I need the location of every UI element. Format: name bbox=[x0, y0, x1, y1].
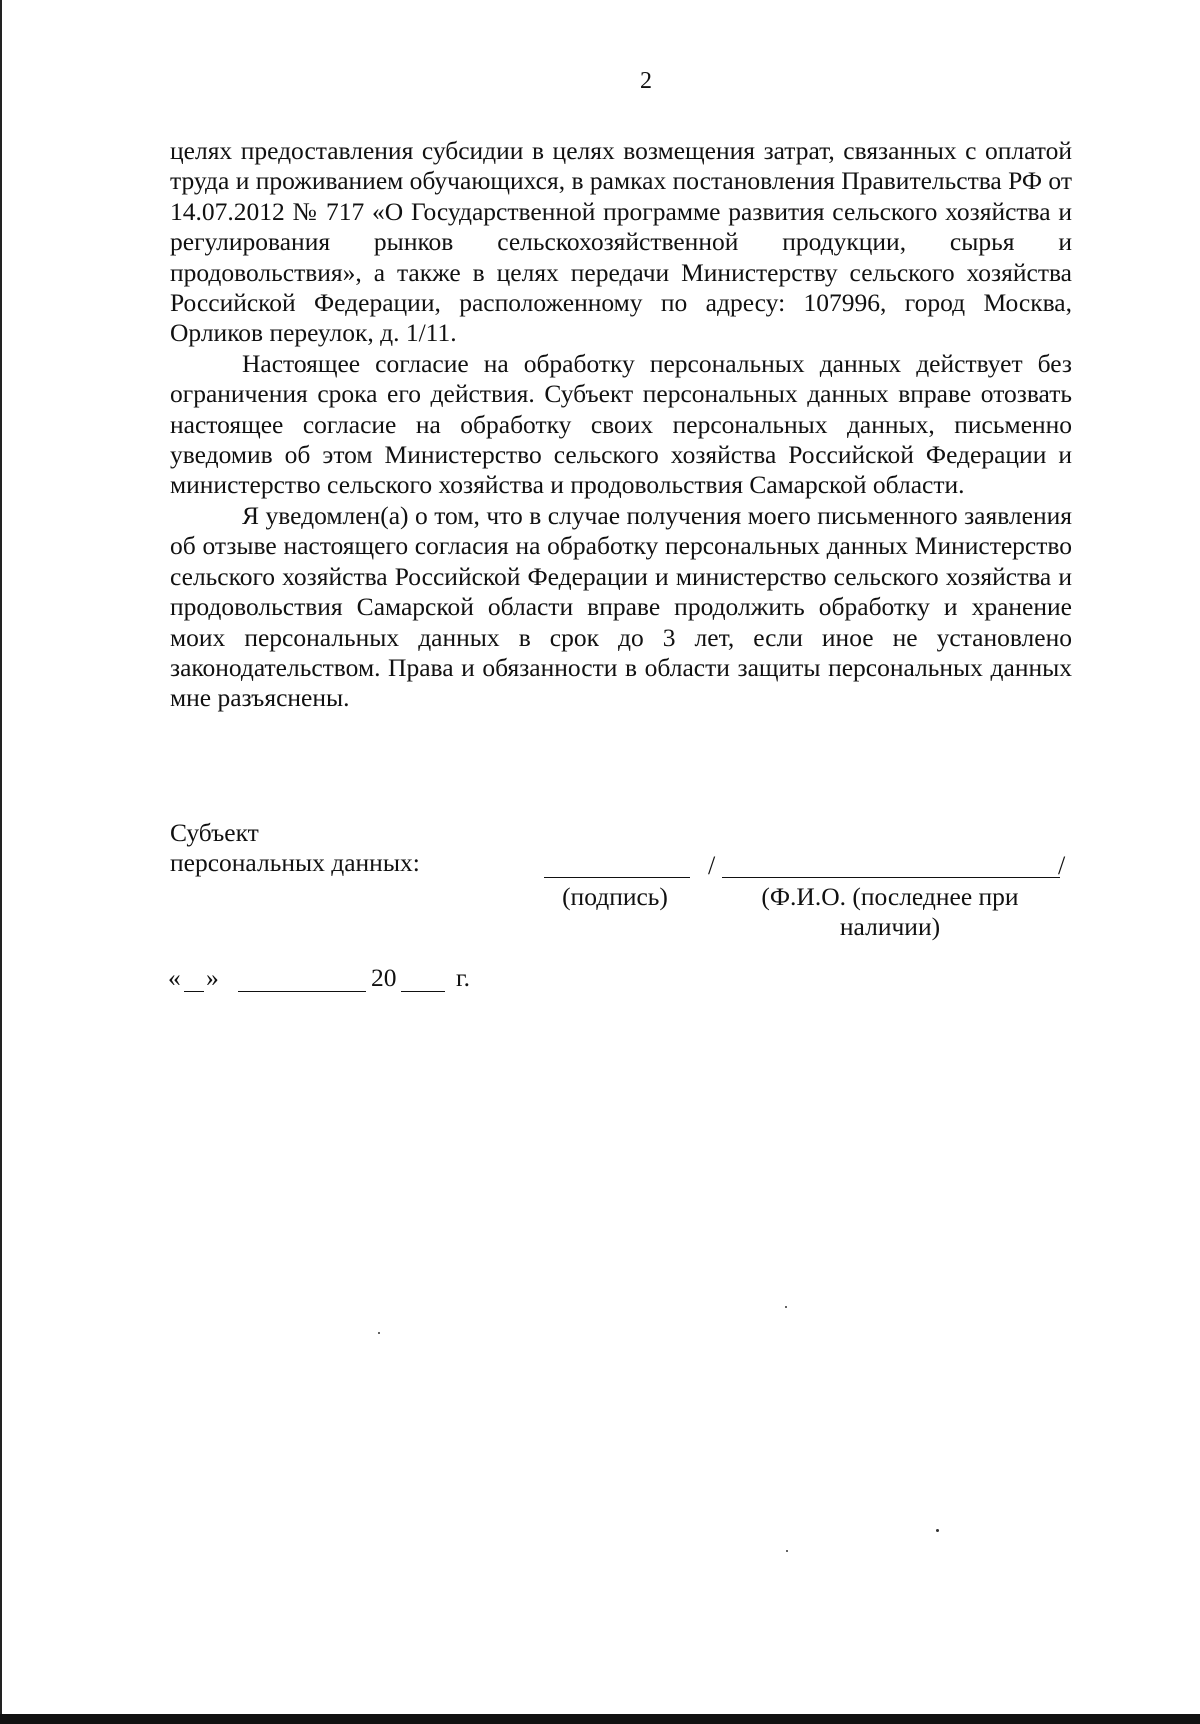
scan-edge-bottom bbox=[0, 1714, 1200, 1724]
signature-label-line1: Субъект bbox=[170, 818, 259, 847]
date-day-line bbox=[184, 991, 204, 992]
signature-slash-left: / bbox=[708, 851, 716, 880]
paragraph-validity: Настоящее согласие на обработку персональных данных действует без ограничения срока его действия. Субъект персональных данных вправе отозвать настоящее согласие на обработку своих персональных данных, письменно уведомив об этом Министерство сельского хозяйства Российской Федерации и министерство сельского хозяйства и продовольствия Самарской области. bbox=[170, 348, 1072, 500]
scan-speck bbox=[378, 1332, 380, 1334]
full-name-caption-line1: (Ф.И.О. (последнее при bbox=[761, 882, 1019, 911]
signature-label-line2: персональных данных: bbox=[170, 848, 420, 878]
date-year-line bbox=[401, 991, 445, 992]
scan-speck bbox=[786, 1550, 788, 1552]
date-century: 20 bbox=[371, 963, 397, 992]
signature-slash-right: / bbox=[1058, 851, 1066, 880]
signature-subject-label bbox=[170, 818, 420, 879]
paragraph-purpose: целях предоставления субсидии в целях возмещения затрат, связанных с оплатой труда и проживанием обучающихся, в рамках постановления Правительства РФ от 14.07.2012 № 717 «О Государственной программе развития сельского хозяйства и регулирования рынков сельскохозяйственной продукции, сырья и продовольствия», а также в целях передачи Министерству сельского хозяйства Российской Федерации, расположенному по адресу: 107996, город Москва, Орликов переулок, д. 1/11. bbox=[170, 136, 1072, 348]
full-name-line bbox=[722, 877, 1060, 878]
date-month-line bbox=[238, 991, 366, 992]
signature-caption: (подпись) bbox=[562, 882, 668, 911]
signature-line bbox=[544, 877, 690, 878]
scan-speck bbox=[936, 1529, 939, 1532]
paragraph-notification: Я уведомлен(а) о том, что в случае получения моего письменного заявления об отзыве настоящего согласия на обработку персональных данных Министерство сельского хозяйства Российской Федерации и министерство сельского хозяйства и продовольствия Самарской области вправе продолжить обработку и хранение моих персональных данных в срок до 3 лет, если иное не установлено законодательством. Права и обязанности в области защиты персональных данных мне разъяснены. bbox=[170, 500, 1072, 713]
page-number: 2 bbox=[640, 68, 652, 94]
date-year-suffix: г. bbox=[456, 963, 470, 992]
date-close-quote: » bbox=[206, 963, 219, 992]
consent-body bbox=[170, 136, 1072, 714]
full-name-caption-line2: наличии) bbox=[839, 912, 941, 941]
scan-speck bbox=[785, 1306, 787, 1308]
scan-edge-left bbox=[0, 0, 2, 1724]
date-open-quote: « bbox=[168, 963, 181, 992]
